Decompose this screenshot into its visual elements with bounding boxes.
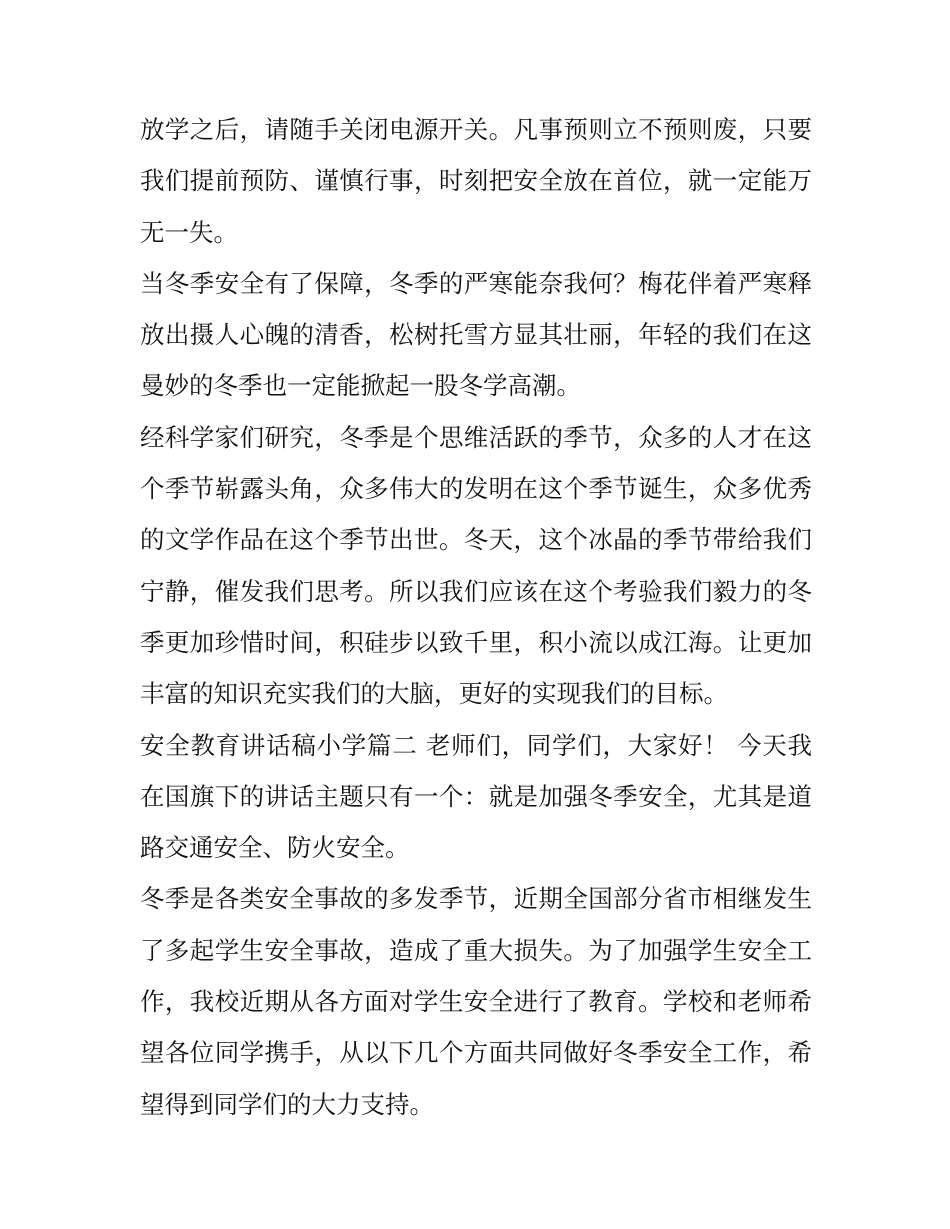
- document-body: [140, 104, 812, 1130]
- paragraph-speech-part-two: 安全教育讲话稿小学篇二 老师们，同学们，大家好！ 今天我在国旗下的讲话主题只有一个：就是加强冬季安全，尤其是道路交通安全、防火安全。: [140, 730, 812, 863]
- paragraph-winter-study: 经科学家们研究，冬季是个思维活跃的季节，众多的人才在这个季节崭露头角，众多伟大的发明在这个季节诞生，众多优秀的文学作品在这个季节出世。冬天，这个冰晶的季节带给我们宁静，催发我们思考。所以我们应该在这个考验我们毅力的冬季更加珍惜时间，积硅步以致千里，积小流以成江海。让更加丰富的知识充实我们的大脑，更好的实现我们的目标。: [140, 422, 812, 709]
- paragraph-electricity-safety: 放学之后，请随手关闭电源开关。凡事预则立不预则废，只要我们提前预防、谨慎行事，时刻把安全放在首位，就一定能万无一失。: [140, 115, 812, 247]
- paragraph-winter-plum-pine: 当冬季安全有了保障，冬季的严寒能奈我何？梅花伴着严寒释放出摄人心魄的清香，松树托雪方显其壮丽，年轻的我们在这曼妙的冬季也一定能掀起一股冬学高潮。: [140, 268, 812, 401]
- paragraph-winter-accidents: 冬季是各类安全事故的多发季节，近期全国部分省市相继发生了多起学生安全事故，造成了重大损失。为了加强学生安全工作，我校近期从各方面对学生安全进行了教育。学校和老师希望各位同学携手，从以下几个方面共同做好冬季安全工作，希望得到同学们的大力支持。: [140, 884, 812, 1119]
